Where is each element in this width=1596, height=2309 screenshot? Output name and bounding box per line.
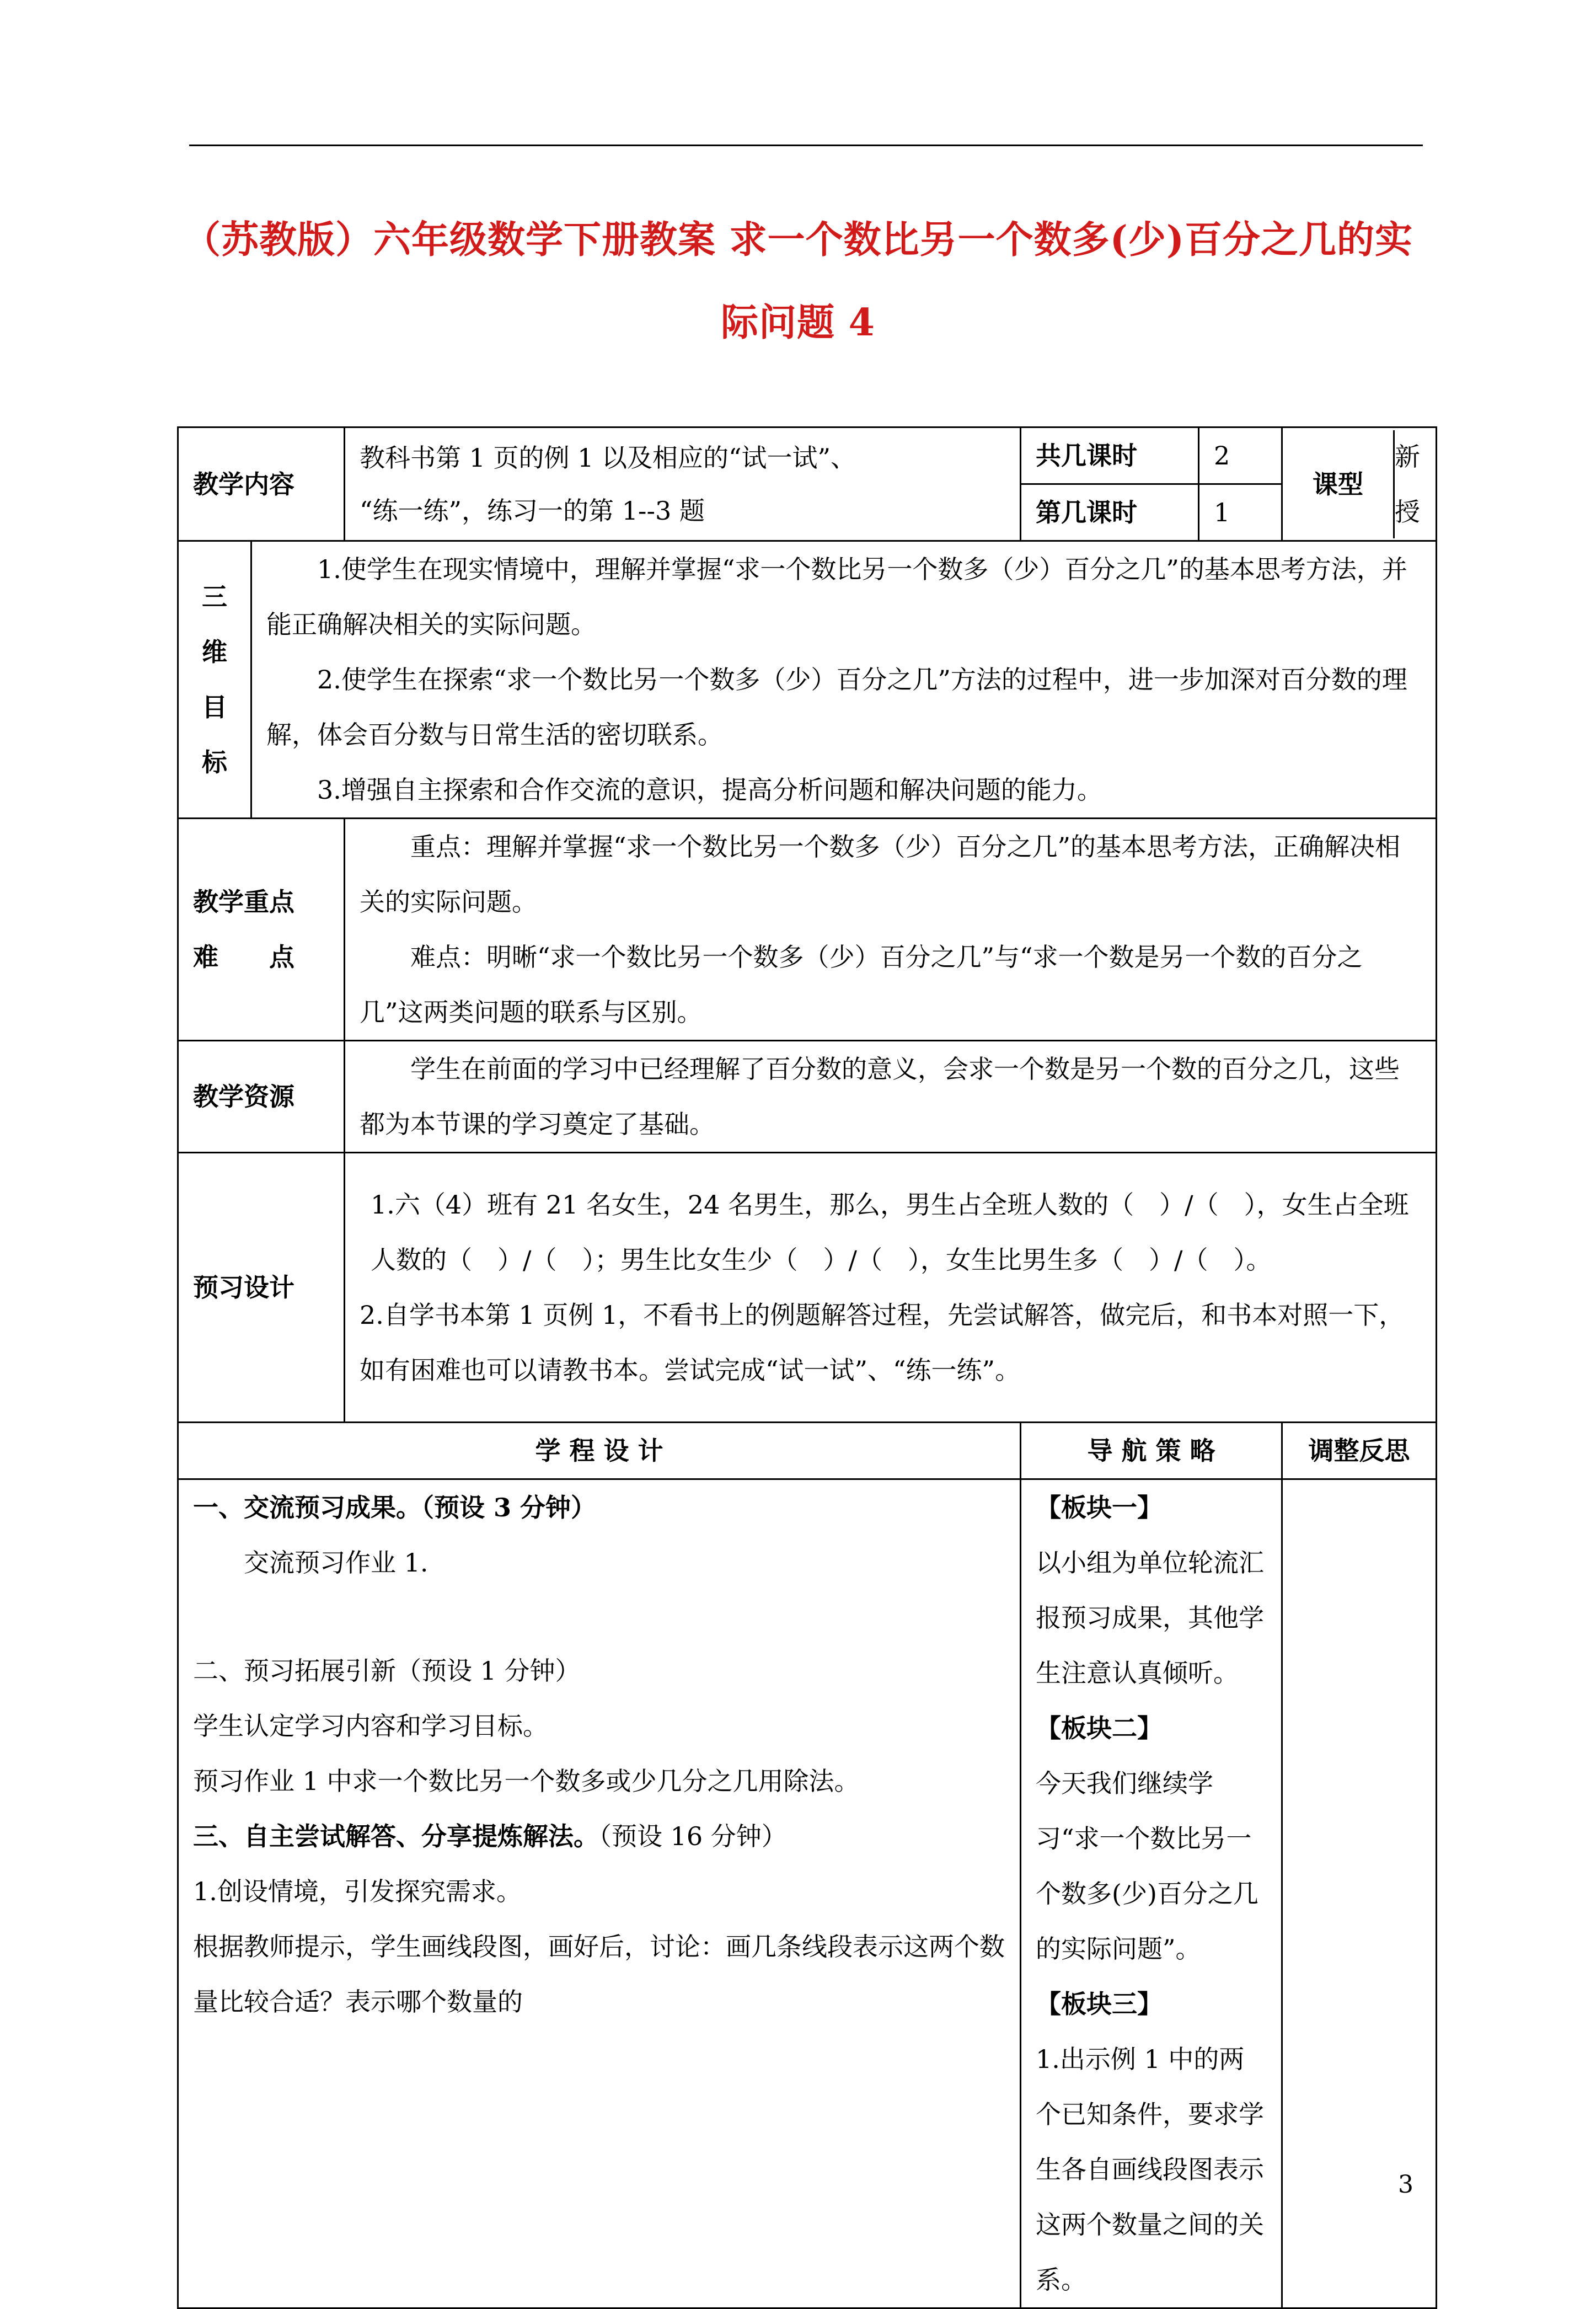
document-title: [165, 199, 1431, 364]
lesson-type-cell: [1282, 427, 1437, 541]
process-left: [178, 1479, 1021, 2308]
goals-content: [251, 541, 1437, 819]
section-1-title: 一、交流预习成果。（预设 3 分钟）: [193, 1493, 597, 1522]
process-content-row: [178, 1479, 1437, 2308]
goals-label: [178, 541, 251, 819]
content-cell: [345, 427, 1021, 541]
difficulty-text: 难点：明晰“求一个数比另一个数多（少）百分之几”与“求一个数是另一个数的百分之几”这两类问题的联系与区别。: [360, 942, 1363, 1027]
process-col1-header: 学 程 设 计: [178, 1423, 1021, 1479]
goal-item: 3.增强自主探索和合作交流的意识，提高分析问题和解决问题的能力。: [317, 775, 1102, 805]
key-points-content: [345, 819, 1437, 1041]
section-3-text-2: 根据教师提示，学生画线段图，画好后，讨论：画几条线段表示这两个数量比较合适？表示哪个数量的: [193, 1932, 1005, 2017]
lesson-type-label: 课型: [1283, 430, 1395, 538]
key-points-row: [178, 819, 1437, 1041]
lesson-no-value: 1: [1199, 484, 1282, 541]
content-line-1: 教科书第 1 页的例 1 以及相应的“试一试”、: [360, 442, 856, 473]
preview-label: 预习设计: [178, 1153, 345, 1423]
section-2-text-2: 预习作业 1 中求一个数比另一个数多或少几分之几用除法。: [193, 1766, 860, 1796]
section-2-title: 二、预习拓展引新（预设 1 分钟）: [193, 1656, 581, 1686]
section-1-text: 交流预习作业 1.: [244, 1548, 429, 1578]
preview-item-1: 1.六（4）班有 21 名女生，24 名男生，那么，男生占全班人数的（ ）/（ ），女生占全班人数的（ ）/（ ）；男生比女生少（ ）/（ ），女生比男生多（ ）/（ ）。: [371, 1190, 1409, 1275]
page-number: 3: [1398, 2171, 1413, 2199]
goals-row: [178, 541, 1437, 819]
lesson-plan-table: [177, 426, 1437, 2309]
key-points-label-1: 教学重点: [193, 887, 294, 917]
section-3-title: 三、自主尝试解答、分享提炼解法。: [193, 1821, 599, 1851]
header-rule: [189, 145, 1423, 146]
block-3-text: 1.出示例 1 中的两个已知条件，要求学生各自画线段图表示这两个数量之间的关系。: [1036, 2044, 1264, 2295]
goals-label-char: 标: [202, 747, 227, 777]
preview-row: [178, 1153, 1437, 1423]
goal-item: 2.使学生在探索“求一个数比另一个数多（少）百分之几”方法的过程中，进一步加深对百分数的理解，体会百分数与日常生活的密切联系。: [266, 665, 1407, 750]
content-line-2: “练一练”，练习一的第 1--3 题: [360, 495, 705, 526]
goals-label-char: 三: [202, 582, 227, 612]
block-3-title: 【板块三】: [1036, 1989, 1163, 2019]
title-line-1: （苏教版）六年级数学下册教案 求一个数比另一个数多(少)百分之几的实: [183, 218, 1413, 262]
block-1-title: 【板块一】: [1036, 1493, 1163, 1522]
total-lessons-value: 2: [1199, 427, 1282, 484]
key-points-label: [178, 819, 345, 1041]
block-2-title: 【板块二】: [1036, 1713, 1163, 1743]
lesson-no-label: 第几课时: [1021, 484, 1199, 541]
resources-text: 学生在前面的学习中已经理解了百分数的意义，会求一个数是另一个数的百分之几，这些都为本节课的学习奠定了基础。: [345, 1041, 1437, 1153]
preview-content: [345, 1153, 1437, 1423]
content-label: 教学内容: [178, 427, 345, 541]
process-col3-header: 调整反思: [1282, 1423, 1437, 1479]
section-3-title-suffix: （预设 16 分钟）: [599, 1821, 787, 1851]
goals-label-char: 目: [202, 692, 227, 722]
focus-text: 重点：理解并掌握“求一个数比另一个数多（少）百分之几”的基本思考方法，正确解决相关的实际问题。: [360, 832, 1401, 917]
resources-label: 教学资源: [178, 1041, 345, 1153]
total-lessons-label: 共几课时: [1021, 427, 1199, 484]
block-2-text: 今天我们继续学习“求一个数比另一个数多(少)百分之几的实际问题”。: [1036, 1768, 1258, 1964]
lesson-type-value: 新授: [1395, 441, 1420, 527]
goal-item: 1.使学生在现实情境中，理解并掌握“求一个数比另一个数多（少）百分之几”的基本思考方法，并能正确解决相关的实际问题。: [266, 554, 1407, 639]
content-row: [178, 427, 1437, 484]
process-col2-header: 导 航 策 略: [1021, 1423, 1282, 1479]
section-2-text-1: 学生认定学习内容和学习目标。: [193, 1711, 548, 1741]
process-header-row: [178, 1423, 1437, 1479]
resources-row: [178, 1041, 1437, 1153]
title-line-2: 际问题 4: [721, 301, 875, 345]
process-right: [1021, 1479, 1282, 2308]
goals-label-char: 维: [202, 637, 227, 667]
section-3-text-1: 1.创设情境，引发探究需求。: [193, 1877, 522, 1906]
block-1-text: 以小组为单位轮流汇报预习成果，其他学生注意认真倾听。: [1036, 1548, 1264, 1688]
preview-item-2: 2.自学书本第 1 页例 1，不看书上的例题解答过程，先尝试解答，做完后，和书本对照一下，如有困难也可以请教书本。尝试完成“试一试”、“练一练”。: [360, 1300, 1405, 1385]
key-points-label-2: 难 点: [193, 942, 294, 972]
